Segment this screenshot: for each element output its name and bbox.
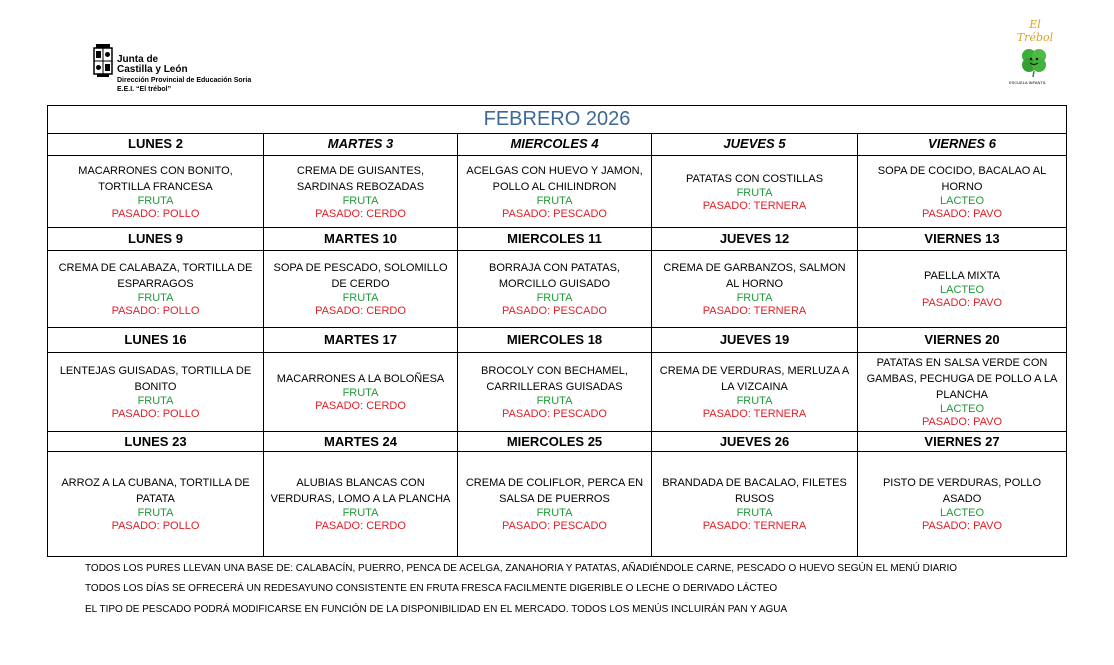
dinner-suggestion: PASADO: POLLO (111, 520, 200, 532)
dish-text: CREMA DE GARBANZOS, SALMON AL HORNO (663, 262, 846, 290)
dinner-suggestion: PASADO: PESCADO (502, 207, 607, 220)
dessert-text: FRUTA (137, 507, 174, 519)
dish-text: ALUBIAS BLANCAS CON VERDURAS, LOMO A LA PLANCHA (270, 477, 451, 505)
dish-text: LENTEJAS GUISADAS, TORTILLA DE BONITO (59, 365, 252, 393)
dinner-suggestion: PASADO: PESCADO (502, 305, 607, 317)
day-header: JUEVES 12 (652, 228, 858, 251)
day-header: VIERNES 27 (858, 432, 1066, 452)
dinner-suggestion: PASADO: CERDO (315, 400, 406, 412)
dinner-suggestion: PASADO: PESCADO (502, 408, 607, 420)
day-header: VIERNES 13 (858, 228, 1066, 251)
dinner-suggestion: PASADO: POLLO (111, 305, 200, 317)
school-logo-subtitle: ESCUELA INFANTIL (1009, 80, 1047, 85)
dessert-text: LACTEO (939, 284, 984, 296)
monthly-menu-table (47, 105, 1067, 557)
coat-of-arms-icon (93, 44, 113, 78)
day-menu-cell (858, 353, 1066, 432)
dessert-text: FRUTA (137, 395, 174, 407)
dinner-suggestion: PASADO: POLLO (111, 207, 200, 220)
dessert-text: FRUTA (536, 507, 573, 519)
dish-text: ARROZ A LA CUBANA, TORTILLA DE PATATA (61, 477, 250, 505)
dinner-suggestion: PASADO: PAVO (921, 520, 1003, 532)
day-menu-cell (858, 156, 1066, 228)
dinner-suggestion: PASADO: TERNERA (702, 520, 807, 532)
dessert-text: LACTEO (939, 507, 984, 519)
dinner-suggestion: PASADO: PAVO (921, 207, 1003, 220)
org-name-line2: Castilla y León (117, 64, 188, 75)
dessert-text: FRUTA (736, 395, 773, 407)
dish-text: BORRAJA CON PATATAS, MORCILLO GUISADO (488, 262, 620, 290)
day-menu-cell (48, 353, 264, 432)
dish-text: PATATAS CON COSTILLAS (685, 172, 824, 185)
dish-text: CREMA DE CALABAZA, TORTILLA DE ESPARRAGOS (58, 262, 253, 290)
dinner-suggestion: PASADO: CERDO (315, 520, 406, 532)
day-header: MIERCOLES 25 (458, 432, 652, 452)
dessert-text: FRUTA (736, 186, 773, 199)
day-menu-cell (458, 452, 652, 556)
day-menu-cell (858, 251, 1066, 328)
clover-icon (1019, 46, 1049, 78)
dish-text: SOPA DE PESCADO, SOLOMILLO DE CERDO (273, 262, 448, 290)
school-logo (1005, 18, 1065, 88)
day-menu-cell (264, 156, 458, 228)
day-menu-cell (48, 452, 264, 556)
day-header: LUNES 2 (48, 133, 264, 156)
dinner-suggestion: PASADO: TERNERA (702, 199, 807, 212)
dessert-text: FRUTA (736, 292, 773, 304)
day-menu-cell (458, 353, 652, 432)
day-header: MIERCOLES 4 (458, 133, 652, 156)
org-name (117, 55, 188, 75)
dinner-suggestion: PASADO: TERNERA (702, 305, 807, 317)
day-menu-cell (458, 251, 652, 328)
day-header: LUNES 9 (48, 228, 264, 251)
dish-text: PAELLA MIXTA (923, 270, 1000, 282)
dish-text: BRANDADA DE BACALAO, FILETES RUSOS (662, 477, 847, 505)
dessert-text: FRUTA (536, 194, 573, 207)
dish-text: MACARRONES CON BONITO, TORTILLA FRANCESA (78, 164, 233, 193)
day-header: MARTES 24 (264, 432, 458, 452)
day-header: MIERCOLES 11 (458, 228, 652, 251)
dessert-text: FRUTA (536, 292, 573, 304)
dish-text: CREMA DE GUISANTES, SARDINAS REBOZADAS (296, 164, 425, 193)
dinner-suggestion: PASADO: PAVO (921, 416, 1003, 428)
school-logo-title-line2: Trébol (1016, 31, 1054, 44)
dessert-text: FRUTA (342, 292, 379, 304)
dish-text: PISTO DE VERDURAS, POLLO ASADO (882, 477, 1042, 505)
dessert-text: FRUTA (342, 194, 379, 207)
day-menu-cell (652, 452, 858, 556)
menu-month-title: FEBRERO 2026 (48, 106, 1066, 134)
dish-text: PATATAS EN SALSA VERDE CON GAMBAS, PECHUGA DE POLLO A LA PLANCHA (866, 357, 1058, 401)
dessert-text: FRUTA (137, 292, 174, 304)
dessert-text: LACTEO (939, 194, 984, 207)
day-menu-cell (264, 353, 458, 432)
dish-text: ACELGAS CON HUEVO Y JAMON, POLLO AL CHILINDRON (466, 164, 643, 193)
day-header: JUEVES 5 (652, 133, 858, 156)
day-header: MARTES 17 (264, 328, 458, 353)
day-header: VIERNES 20 (858, 328, 1066, 353)
day-menu-cell (858, 452, 1066, 556)
day-header: LUNES 16 (48, 328, 264, 353)
dish-text: BROCOLY CON BECHAMEL, CARRILLERAS GUISADAS (481, 365, 628, 393)
day-menu-cell (652, 156, 858, 228)
day-menu-cell (264, 251, 458, 328)
day-header: VIERNES 6 (858, 133, 1066, 156)
day-menu-cell (652, 251, 858, 328)
dish-text: SOPA DE COCIDO, BACALAO AL HORNO (877, 164, 1047, 193)
dinner-suggestion: PASADO: PESCADO (502, 520, 607, 532)
day-menu-cell (48, 251, 264, 328)
dinner-suggestion: PASADO: POLLO (111, 408, 200, 420)
day-menu-cell (48, 156, 264, 228)
dish-text: MACARRONES A LA BOLOÑESA (276, 373, 445, 385)
note-fish: EL TIPO DE PESCADO PODRÁ MODIFICARSE EN FUNCIÓN DE LA DISPONIBILIDAD EN EL MERCADO. TODOS LOS MENÚS INCLUIRÁN PAN Y AGUA (85, 604, 788, 615)
dinner-suggestion: PASADO: TERNERA (702, 408, 807, 420)
day-header: MIERCOLES 18 (458, 328, 652, 353)
note-purees: TODOS LOS PURES LLEVAN UNA BASE DE: CALABACÍN, PUERRO, PENCA DE ACELGA, ZANAHORIA Y PATATAS, AÑADIÉNDOLE CARNE, PESCADO O HUEVO SEGÚN EL MENÚ DIARIO (85, 563, 958, 574)
dessert-text: FRUTA (342, 387, 379, 399)
dish-text: CREMA DE VERDURAS, MERLUZA A LA VIZCAINA (659, 365, 850, 393)
day-menu-cell (458, 156, 652, 228)
note-breakfast: TODOS LOS DÍAS SE OFRECERÁ UN REDESAYUNO CONSISTENTE EN FRUTA FRESCA FACILMENTE DIGERIBLE O LECHE O DERIVADO LÁCTEO (85, 583, 778, 594)
day-header: JUEVES 26 (652, 432, 858, 452)
dish-text: CREMA DE COLIFLOR, PERCA EN SALSA DE PUERROS (465, 477, 644, 505)
dinner-suggestion: PASADO: CERDO (315, 305, 406, 317)
dinner-suggestion: PASADO: CERDO (315, 207, 406, 220)
dessert-text: FRUTA (137, 194, 174, 207)
day-menu-cell (652, 353, 858, 432)
dessert-text: FRUTA (342, 507, 379, 519)
school-name: E.E.I. “El trébol” (117, 86, 172, 93)
day-menu-cell (264, 452, 458, 556)
school-logo-title-line1: El (1029, 18, 1041, 31)
school-logo-title (1005, 18, 1065, 44)
dessert-text: FRUTA (736, 507, 773, 519)
jcyl-logo (93, 44, 293, 100)
dessert-text: FRUTA (536, 395, 573, 407)
day-header: LUNES 23 (48, 432, 264, 452)
department-name: Dirección Provincial de Educación Soria (117, 77, 252, 84)
dessert-text: LACTEO (939, 403, 984, 415)
day-header: JUEVES 19 (652, 328, 858, 353)
day-header: MARTES 10 (264, 228, 458, 251)
org-name-line1: Junta de (117, 54, 159, 65)
day-header: MARTES 3 (264, 133, 458, 156)
dinner-suggestion: PASADO: PAVO (921, 297, 1003, 309)
